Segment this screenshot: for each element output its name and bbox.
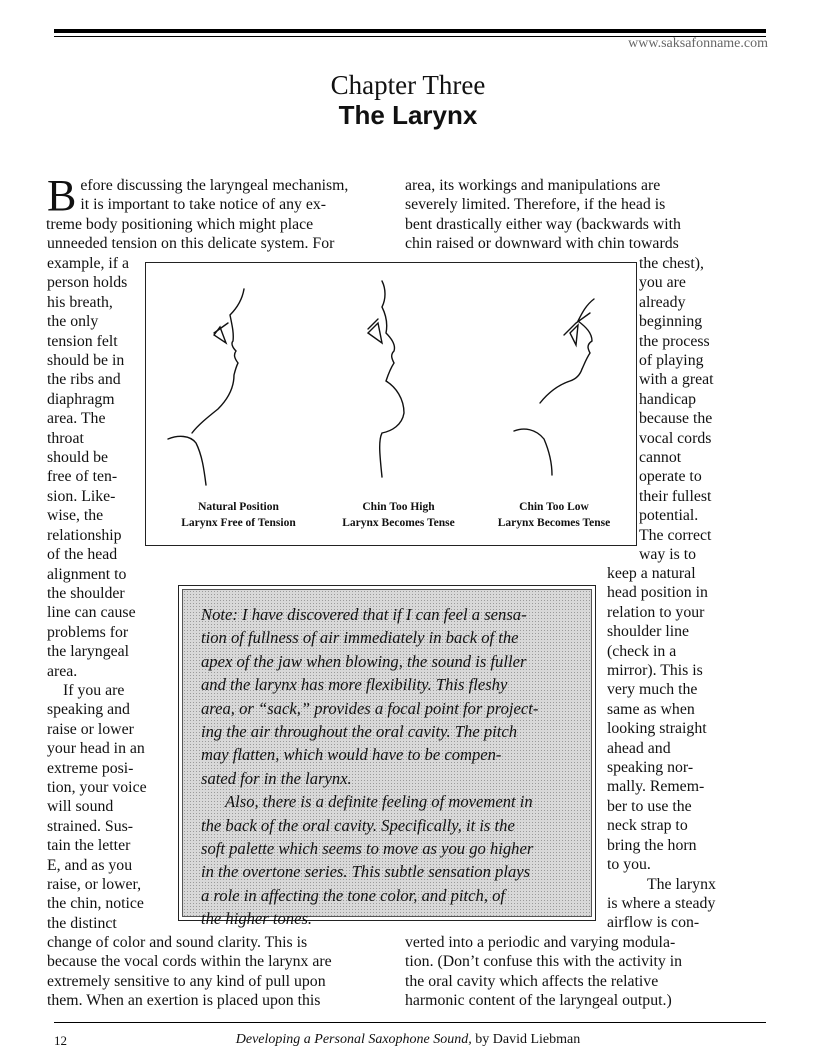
text-line: (check in a xyxy=(607,642,677,660)
text-line: If you are xyxy=(63,681,125,699)
text-line: them. When an exertion is placed upon this xyxy=(47,992,321,1010)
text-line: the laryngeal xyxy=(47,643,130,661)
text-line: should be in xyxy=(47,352,125,370)
note-line: may flatten, which would have to be compen- xyxy=(201,745,502,765)
text-line: with a great xyxy=(639,371,714,389)
text-line: the ribs and xyxy=(47,371,121,389)
text-line: mally. Remem- xyxy=(607,778,705,796)
text-line: relationship xyxy=(47,526,122,544)
text-line: neck strap to xyxy=(607,817,688,835)
footer-credit xyxy=(0,1032,816,1048)
caption-line: Larynx Becomes Tense xyxy=(342,517,455,529)
text-line: it is important to take notice of any ex- xyxy=(80,196,327,214)
text-line: extreme posi- xyxy=(47,759,134,777)
book-title: Developing a Personal Saxophone Sound, xyxy=(235,1032,472,1047)
text-line: efore discussing the laryngeal mechanism, xyxy=(80,177,349,194)
text-line: the process xyxy=(639,332,710,350)
text-line: The larynx xyxy=(647,875,716,893)
profile-chin-low xyxy=(514,299,594,475)
text-line: way is to xyxy=(639,546,697,564)
bottom-paragraph-right xyxy=(405,933,735,1011)
text-line: their fullest xyxy=(639,487,712,505)
text-line: the chest), xyxy=(639,255,704,272)
footer-rule xyxy=(54,1022,766,1023)
text-line: bent drastically either way (backwards with xyxy=(405,215,681,233)
note-line: ing the air throughout the oral cavity. The pitch xyxy=(201,722,518,742)
text-line: example, if a xyxy=(47,255,130,272)
text-line: airflow is con- xyxy=(607,914,700,932)
text-line: alignment to xyxy=(47,565,127,583)
caption-line: Chin Too High xyxy=(362,501,435,513)
text-line: sion. Like- xyxy=(47,487,116,505)
text-line: diaphragm xyxy=(47,390,115,408)
text-line: his breath, xyxy=(47,293,113,311)
profile-chin-high xyxy=(368,281,404,477)
text-line: is where a steady xyxy=(607,894,716,912)
text-line: the shoulder xyxy=(47,584,125,602)
note-line: Note: I have discovered that if I can feel a sensa- xyxy=(201,605,527,624)
text-line: because the vocal cords within the larynx are xyxy=(47,953,332,971)
note-line: sated for in the larynx. xyxy=(201,768,352,788)
text-line: unneeded tension on this delicate system. For xyxy=(47,235,335,253)
caption-chin-low xyxy=(480,499,628,531)
text-line: your head in an xyxy=(47,740,145,758)
text-line: beginning xyxy=(639,313,703,331)
intro-paragraph-left xyxy=(46,171,392,254)
text-line: tion. (Don’t confuse this with the activity in xyxy=(405,953,682,971)
text-line: operate to xyxy=(639,468,702,486)
text-line: The correct xyxy=(639,526,712,544)
book-author: by David Liebman xyxy=(471,1032,581,1047)
larynx-position-figure xyxy=(145,262,637,546)
text-line: area, its workings and manipulations are xyxy=(405,177,661,194)
text-line: potential. xyxy=(639,507,699,525)
text-line: of the head xyxy=(47,546,118,564)
text-line: speaking and xyxy=(47,701,130,719)
text-line: treme body positioning which might place xyxy=(46,215,314,233)
drop-cap: B xyxy=(47,171,77,220)
note-line: tion of fullness of air immediately in back of the xyxy=(201,628,519,648)
text-line: tain the letter xyxy=(47,837,131,855)
text-line: very much the xyxy=(607,681,698,699)
text-line: E, and as you xyxy=(47,856,133,874)
text-line: head position in xyxy=(607,584,708,602)
caption-natural xyxy=(166,499,311,531)
text-line: already xyxy=(639,293,686,311)
note-box xyxy=(178,585,596,929)
right-column-upper-text xyxy=(639,254,749,565)
intro-paragraph-right xyxy=(405,176,725,254)
text-line: area. The xyxy=(47,410,106,428)
text-line: cannot xyxy=(639,449,682,467)
text-line: area. xyxy=(47,662,78,680)
right-column-lower-text xyxy=(607,564,757,933)
note-line: area, or “sack,” provides a focal point for project- xyxy=(201,698,539,718)
caption-chin-high xyxy=(326,499,471,531)
text-line: throat xyxy=(47,429,84,447)
note-line: the back of the oral cavity. Specifically, it is the xyxy=(201,815,515,835)
text-line: harmonic content of the laryngeal output.) xyxy=(405,992,672,1010)
text-line: extremely sensitive to any kind of pull upon xyxy=(47,972,326,990)
text-line: the distinct xyxy=(47,914,117,932)
caption-line: Larynx Free of Tension xyxy=(181,517,296,529)
note-line: soft palette which seems to move as you go higher xyxy=(201,839,534,859)
text-line: because the xyxy=(639,410,713,428)
page-number: 12 xyxy=(54,1033,67,1048)
caption-line: Natural Position xyxy=(198,501,279,513)
text-line: person holds xyxy=(47,274,128,292)
text-line: raise or lower xyxy=(47,720,134,738)
text-line: free of ten- xyxy=(47,468,118,486)
text-line: shoulder line xyxy=(607,623,690,641)
note-line: and the larynx has more flexibility. This fleshy xyxy=(201,675,508,695)
text-line: vocal cords xyxy=(639,429,712,447)
text-line: severely limited. Therefore, if the head is xyxy=(405,196,666,214)
text-line: bring the horn xyxy=(607,836,697,854)
text-line: ahead and xyxy=(607,739,671,757)
text-line: change of color and sound clarity. This is xyxy=(47,934,308,951)
text-line: the only xyxy=(47,313,99,331)
site-url: www.saksafonname.com xyxy=(628,36,768,51)
text-line: problems for xyxy=(47,623,129,641)
text-line: tion, your voice xyxy=(47,778,147,796)
text-line: line can cause xyxy=(47,604,136,622)
note-line: the higher tones. xyxy=(201,909,313,929)
text-line: wise, the xyxy=(47,507,104,525)
bottom-paragraph-left xyxy=(47,933,392,1011)
text-line: to you. xyxy=(607,856,651,874)
text-line: speaking nor- xyxy=(607,759,694,777)
profile-natural xyxy=(168,289,244,485)
caption-line: Chin Too Low xyxy=(519,501,589,513)
text-line: verted into a periodic and varying modula- xyxy=(405,934,676,951)
text-line: same as when xyxy=(607,700,695,718)
chapter-title: The Larynx xyxy=(338,100,478,130)
note-line: a role in affecting the tone color, and pitch, of xyxy=(201,885,506,905)
text-line: of playing xyxy=(639,352,704,370)
text-line: the chin, notice xyxy=(47,895,144,913)
text-line: should be xyxy=(47,449,108,467)
chapter-label: Chapter Three xyxy=(330,70,486,100)
header-rule-thick xyxy=(54,29,766,33)
text-line: ber to use the xyxy=(607,797,692,815)
text-line: will sound xyxy=(47,798,114,816)
text-line: the oral cavity which affects the relative xyxy=(405,972,659,990)
text-line: strained. Sus- xyxy=(47,817,133,835)
text-line: handicap xyxy=(639,390,697,408)
text-line: tension felt xyxy=(47,332,118,350)
text-line: you are xyxy=(639,274,686,292)
note-line: in the overtone series. This subtle sensation plays xyxy=(201,862,531,882)
caption-line: Larynx Becomes Tense xyxy=(497,517,611,529)
text-line: looking straight xyxy=(607,720,707,738)
text-line: mirror). This is xyxy=(607,662,703,680)
text-line: keep a natural xyxy=(607,565,696,582)
text-line: raise, or lower, xyxy=(47,876,142,893)
note-text xyxy=(182,589,592,929)
note-line: Also, there is a definite feeling of movement in xyxy=(225,792,533,812)
note-line: apex of the jaw when blowing, the sound is fuller xyxy=(201,651,527,671)
text-line: relation to your xyxy=(607,603,705,621)
text-line: chin raised or downward with chin towards xyxy=(405,235,679,253)
